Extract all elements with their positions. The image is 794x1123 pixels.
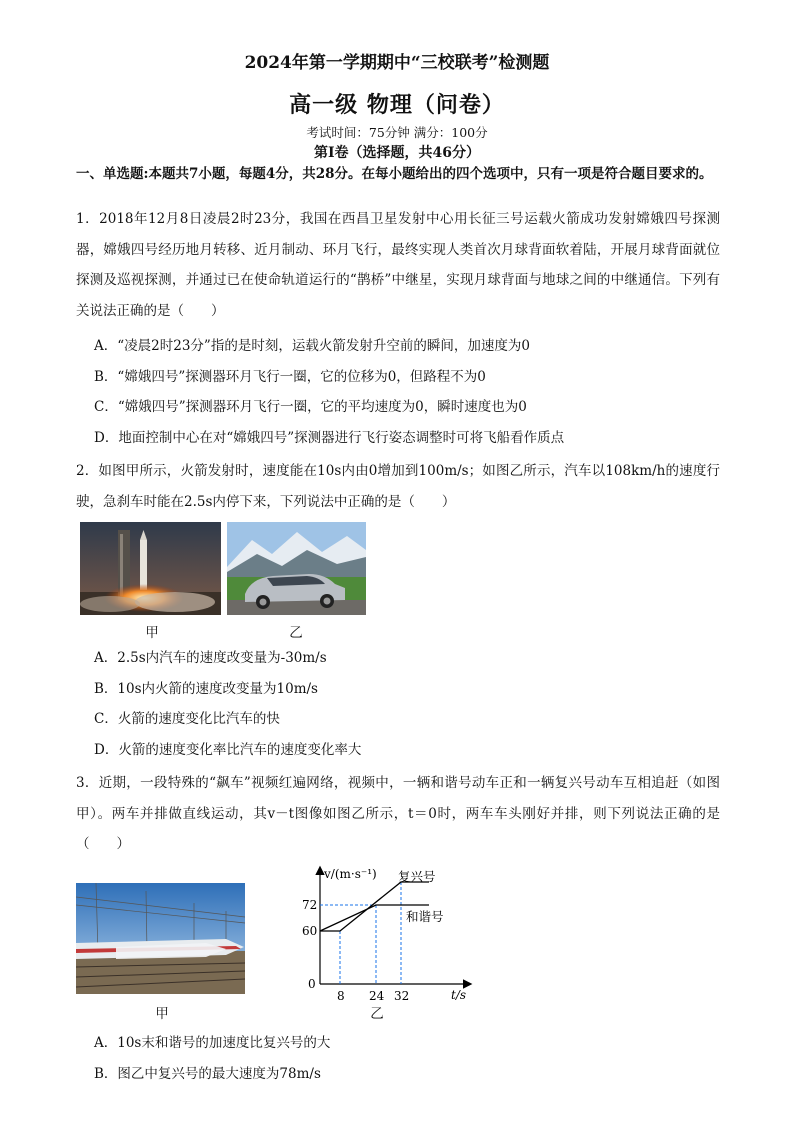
exam-title: 2024年第一学期期中“三校联考”检测题 xyxy=(244,53,550,73)
x-tick-0: 0 xyxy=(308,977,316,991)
q1-option-a: A．“凌晨2时23分”指的是时刻，运载火箭发射升空前的瞬间，加速度为0 xyxy=(94,338,530,354)
figure-caption-yi: 乙 xyxy=(289,625,303,641)
q3-option-b: B．图乙中复兴号的最大速度为78m/s xyxy=(94,1066,321,1082)
q2-option-d: D．火箭的速度变化率比汽车的速度变化率大 xyxy=(94,742,362,758)
v-t-graph xyxy=(290,862,480,1022)
y-tick-60: 60 xyxy=(302,924,318,938)
series-label-fuxing: 复兴号 xyxy=(398,869,436,884)
exam-info: 考试时间：75分钟 满分：100分 xyxy=(306,125,488,140)
q1-option-d: D．地面控制中心在对“嫦娥四号”探测器进行飞行姿态调整时可将飞船看作质点 xyxy=(94,430,565,446)
question-2-stem: 2．如图甲所示，火箭发射时，速度能在10s内由0增加到100m/s；如图乙所示，汽车以108km/h的速度行驶，急刹车时能在2.5s内停下来，下列说法中正确的是（ ） xyxy=(76,463,720,510)
q2-option-a: A．2.5s内汽车的速度改变量为-30m/s xyxy=(94,650,327,666)
paper-subtitle: 高一级 物理（问卷） xyxy=(289,92,505,118)
guide-lines xyxy=(320,882,401,984)
x-tick-32: 32 xyxy=(394,989,410,1003)
x-axis-label: t/s xyxy=(451,988,467,1002)
rocket-launch-photo xyxy=(80,522,221,615)
q2-option-b: B．10s内火箭的速度改变量为10m/s xyxy=(94,681,318,697)
q1-option-b: B．“嫦娥四号”探测器环月飞行一圈，它的位移为0，但路程不为0 xyxy=(94,369,486,385)
q1-option-c: C．“嫦娥四号”探测器环月飞行一圈，它的平均速度为0，瞬时速度也为0 xyxy=(94,399,527,415)
part-heading: 第Ⅰ卷（选择题，共46分） xyxy=(313,145,481,161)
question-3-stem: 3．近期，一段特殊的“飙车”视频红遍网络，视频中，一辆和谐号动车正和一辆复兴号动车互相追赶（如图甲）。两车并排做直线运动，其v－t图像如图乙所示，t＝0时，两车车头刚好并排，则下列说法正确的是（ ） xyxy=(76,775,720,852)
q2-option-c: C．火箭的速度变化比汽车的快 xyxy=(94,711,280,727)
q3-option-a: A．10s末和谐号的加速度比复兴号的大 xyxy=(94,1035,331,1051)
y-axis-label: v/(m·s⁻¹) xyxy=(324,867,377,881)
x-tick-24: 24 xyxy=(369,989,385,1003)
section-heading: 一、单选题:本题共7小题，每题4分，共28分。在每小题给出的四个选项中，只有一项是符合题目要求的。 xyxy=(76,166,713,182)
figure-caption-yi-3: 乙 xyxy=(370,1006,384,1022)
figure-caption-jia-3: 甲 xyxy=(155,1006,169,1022)
bullet-train-photo xyxy=(76,883,245,994)
x-tick-8: 8 xyxy=(337,989,345,1003)
series-label-hexie: 和谐号 xyxy=(406,909,444,924)
figure-caption-jia: 甲 xyxy=(145,625,159,641)
y-tick-72: 72 xyxy=(302,898,318,912)
car-photo xyxy=(227,522,366,615)
question-1-stem: 1．2018年12月8日凌晨2时23分，我国在西昌卫星发射中心用长征三号运载火箭成功发射嫦娥四号探测器，嫦娥四号经历地月转移、近月制动、环月飞行，最终实现人类首次月球背面软着陆，开展月球背面就位探测及巡视探测，并通过已在使命轨道运行的“鹊桥”中继星，实现月球背面与地球之间的中继通信。下列有关说法正确的是（ ） xyxy=(76,211,720,319)
